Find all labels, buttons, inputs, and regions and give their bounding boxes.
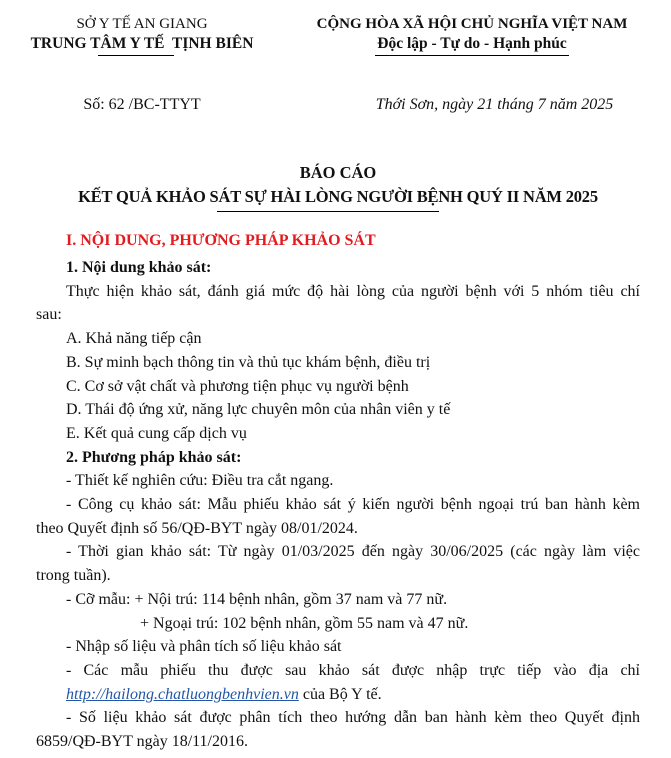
- intro-paragraph-line: Thực hiện khảo sát, đánh giá mức độ hài lòng của người bệnh với 5 nhóm tiêu chí: [66, 282, 640, 300]
- criteria-item-b: B. Sự minh bạch thông tin và thủ tục khám bệnh, điều trị: [66, 353, 431, 371]
- issuing-org-block: [8, 14, 276, 56]
- intro-paragraph-line: sau:: [36, 306, 62, 324]
- title-rule: [217, 211, 439, 212]
- survey-portal-link[interactable]: http://hailong.chatluongbenhvien.vn: [66, 685, 299, 703]
- underline-rule: [98, 55, 174, 56]
- sample-inpatient-line: - Cỡ mẫu: + Nội trú: 114 bệnh nhân, gồm 37 nam và 77 nữ.: [66, 590, 448, 608]
- criteria-item-a: A. Khả năng tiếp cận: [66, 330, 202, 348]
- doc-meta-row: [8, 96, 668, 114]
- method-tool-line: - Công cụ khảo sát: Mẫu phiếu khảo sát ý kiến người bệnh ngoại trú ban hành kèm: [66, 496, 640, 514]
- data-entry-line: - Nhập số liệu và phân tích số liệu khảo sát: [66, 638, 342, 656]
- title-block: [36, 161, 640, 212]
- document-body: [36, 256, 640, 754]
- national-title: CỘNG HÒA XÃ HỘI CHỦ NGHĨA VIỆT NAM: [316, 16, 628, 32]
- issuing-org-name: TRUNG TÂM Y TẾ TỊNH BIÊN: [30, 35, 254, 52]
- doc-subject-title: KẾT QUẢ KHẢO SÁT SỰ HÀI LÒNG NGƯỜI BỆNH QUÝ II NĂM 2025: [78, 187, 598, 206]
- document-header: [8, 14, 668, 56]
- doc-number: Số: 62 /BC-TTYT: [83, 96, 201, 113]
- national-motto: Độc lập - Tự do - Hạnh phúc: [375, 34, 568, 56]
- analysis-guide-line: - Số liệu khảo sát được phân tích theo hướng dẫn ban hành kèm theo Quyết định: [66, 709, 640, 727]
- method-design-line: - Thiết kế nghiên cứu: Điều tra cắt ngang.: [66, 472, 334, 490]
- place-date: Thới Sơn, ngày 21 tháng 7 năm 2025: [375, 96, 614, 113]
- doc-type-title: BÁO CÁO: [299, 163, 377, 182]
- portal-link-suffix: của Bộ Y tế.: [298, 685, 382, 703]
- subsection-1-heading: 1. Nội dung khảo sát:: [66, 259, 212, 276]
- portal-link-line: [36, 683, 640, 707]
- section-1-heading: I. NỘI DUNG, PHƯƠNG PHÁP KHẢO SÁT: [66, 232, 376, 249]
- method-tool-line: theo Quyết định số 56/QĐ-BYT ngày 08/01/2024.: [36, 519, 358, 537]
- national-header-block: [276, 14, 668, 56]
- issuing-org-parent: SỞ Y TẾ AN GIANG: [76, 16, 208, 32]
- forms-entry-line: - Các mẫu phiếu thu được sau khảo sát được nhập trực tiếp vào địa chỉ: [66, 661, 640, 679]
- criteria-item-d: D. Thái độ ứng xử, năng lực chuyên môn của nhân viên y tế: [66, 401, 451, 419]
- analysis-guide-line: 6859/QĐ-BYT ngày 18/11/2016.: [36, 733, 248, 751]
- method-time-line: trong tuần).: [36, 567, 111, 585]
- criteria-item-e: E. Kết quả cung cấp dịch vụ: [66, 424, 247, 442]
- sample-outpatient-line: + Ngoại trú: 102 bệnh nhân, gồm 55 nam và 47 nữ.: [140, 614, 469, 632]
- method-time-line: - Thời gian khảo sát: Từ ngày 01/03/2025 đến ngày 30/06/2025 (các ngày làm việc: [66, 543, 640, 561]
- subsection-2-heading: 2. Phương pháp khảo sát:: [66, 448, 242, 466]
- criteria-item-c: C. Cơ sở vật chất và phương tiện phục vụ người bệnh: [66, 377, 409, 395]
